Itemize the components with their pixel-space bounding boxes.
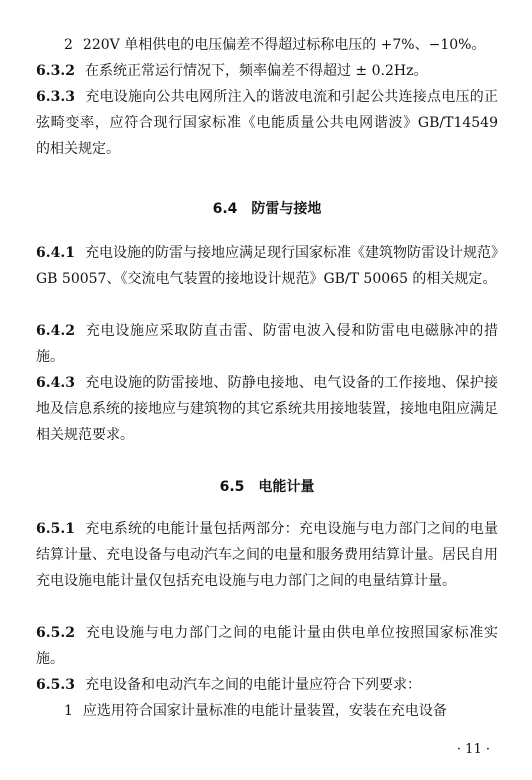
clause-number: 6.5.3 (36, 677, 75, 693)
section-heading-6-5 (36, 474, 498, 500)
section-number: 6.4 (212, 201, 238, 217)
clause-6-3-3 (36, 84, 498, 162)
item-number: 2 (64, 37, 73, 53)
clause-text: 在系统正常运行情况下，频率偏差不得超过 ± 0.2Hz。 (84, 63, 428, 79)
clause-number: 6.5.1 (36, 521, 75, 537)
clause-number: 6.4.2 (36, 323, 75, 339)
clause-number: 6.3.2 (36, 63, 75, 79)
clause-6-4-2 (36, 318, 498, 370)
clause-text: 充电设施的防雷与接地应满足现行国家标准《建筑物防雷设计规范》GB 50057、《交流电气装置的接地设计规范》GB/T 50065 的相关规定。 (36, 245, 498, 287)
item-text: 220V 单相供电的电压偏差不得超过标称电压的 +7%、−10%。 (82, 37, 486, 53)
clause-6-5-3 (36, 672, 498, 698)
item-number: 1 (64, 703, 73, 719)
section-heading-6-4 (36, 196, 498, 222)
clause-number: 6.5.2 (36, 625, 75, 641)
clause-6-5-2 (36, 620, 498, 672)
item-text: 应选用符合国家计量标准的电能计量装置，安装在充电设备 (82, 703, 447, 719)
clause-text: 充电设施应采取防直击雷、防雷电波入侵和防雷电电磁脉冲的措施。 (36, 323, 498, 365)
section-title: 电能计量 (258, 479, 315, 495)
clause-text: 充电设施与电力部门之间的电能计量由供电单位按照国家标准实施。 (36, 625, 498, 667)
clause-number: 6.3.3 (36, 89, 75, 105)
clause-text: 充电系统的电能计量包括两部分：充电设施与电力部门之间的电量结算计量、充电设备与电动汽车之间的电量和服务费用结算计量。居民自用充电设施电能计量仅包括充电设施与电力部门之间的电量结算计量。 (36, 521, 498, 589)
clause-text: 充电设施向公共电网所注入的谐波电流和引起公共连接点电压的正弦畸变率，应符合现行国家标准《电能质量公共电网谐波》GB/T14549 的相关规定。 (36, 89, 498, 157)
section-title: 防雷与接地 (251, 201, 322, 217)
clause-6-4-1 (36, 240, 498, 292)
clause-text: 充电设施的防雷接地、防静电接地、电气设备的工作接地、保护接地及信息系统的接地应与建筑物的其它系统共用接地装置，接地电阻应满足相关规范要求。 (36, 375, 498, 443)
section-number: 6.5 (219, 479, 245, 495)
clause-number: 6.4.3 (36, 375, 75, 391)
page-number: · 11 · (456, 742, 490, 757)
clause-text: 充电设备和电动汽车之间的电能计量应符合下列要求： (84, 677, 421, 693)
list-item (36, 698, 498, 724)
list-item (36, 32, 498, 58)
clause-number: 6.4.1 (36, 245, 75, 261)
clause-6-4-3 (36, 370, 498, 448)
clause-6-3-2 (36, 58, 498, 84)
clause-6-5-1 (36, 516, 498, 594)
